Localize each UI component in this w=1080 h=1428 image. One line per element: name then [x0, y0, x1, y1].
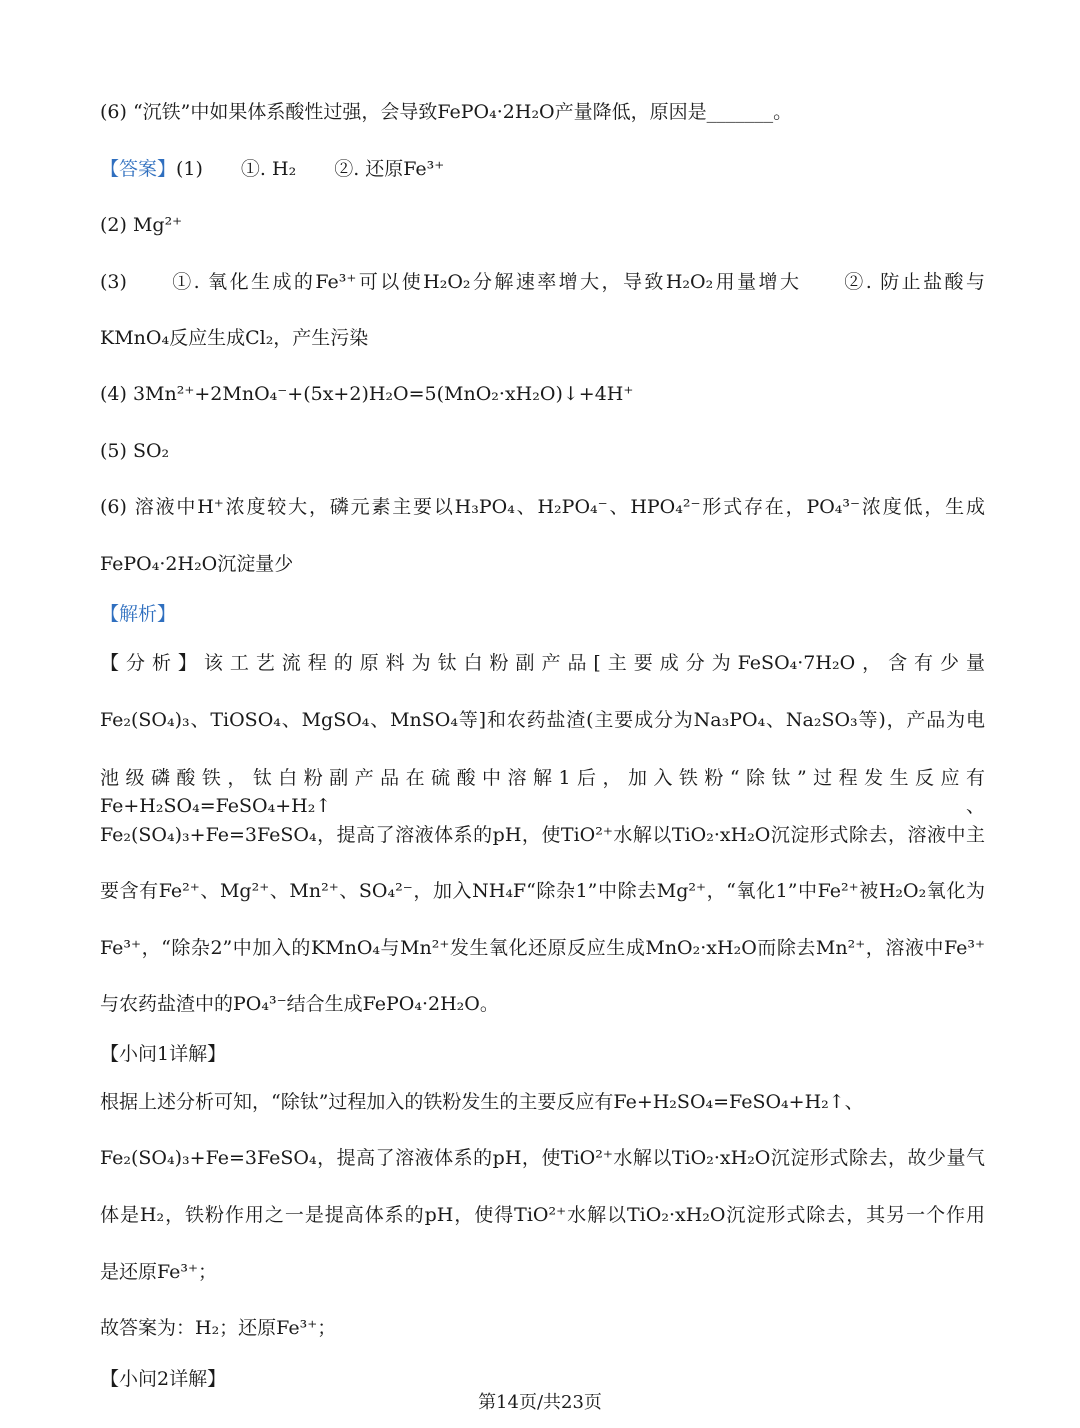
- analysis-line-4: Fe₂(SO₄)₃+Fe=3FeSO₄，提高了溶液体系的pH，使TiO²⁺水解以TiO₂·xH₂O沉淀形式除去，溶液中主: [100, 824, 985, 846]
- analysis-tag: 【解析】: [100, 603, 177, 625]
- analysis-line-3: 池级磷酸铁，钛白粉副产品在硫酸中溶解1后，加入铁粉“除钛”过程发生反应有Fe+H₂SO₄=FeSO₄+H₂↑、: [100, 767, 985, 817]
- analysis-line-2: Fe₂(SO₄)₃、TiOSO₄、MgSO₄、MnSO₄等]和农药盐渣(主要成分为Na₃PO₄、Na₂SO₃等)，产品为电: [100, 709, 985, 731]
- answer-6-line-1: (6) 溶液中H⁺浓度较大，磷元素主要以H₃PO₄、H₂PO₄⁻、HPO₄²⁻形式存在，PO₄³⁻浓度低，生成: [100, 496, 985, 518]
- answer-3-line-2: KMnO₄反应生成Cl₂，产生污染: [100, 327, 369, 349]
- answer-1: (1) ①. H₂ ②. 还原Fe³⁺: [176, 158, 445, 180]
- answer-5: (5) SO₂: [100, 440, 170, 462]
- answer-3-line-1: (3) ①. 氧化生成的Fe³⁺可以使H₂O₂分解速率增大，导致H₂O₂用量增大 ②. 防止盐酸与: [100, 271, 985, 293]
- sub-question-1-line-1: 根据上述分析可知，“除钛”过程加入的铁粉发生的主要反应有Fe+H₂SO₄=FeSO₄+H₂↑、: [100, 1091, 864, 1113]
- analysis-line-6: Fe³⁺，“除杂2”中加入的KMnO₄与Mn²⁺发生氧化还原反应生成MnO₂·xH₂O而除去Mn²⁺，溶液中Fe³⁺: [100, 937, 985, 959]
- question-6-prompt: (6) “沉铁”中如果体系酸性过强，会导致FePO₄·2H₂O产量降低，原因是_______。: [100, 101, 793, 123]
- sub-question-1-line-2: Fe₂(SO₄)₃+Fe=3FeSO₄，提高了溶液体系的pH，使TiO²⁺水解以TiO₂·xH₂O沉淀形式除去，故少量气: [100, 1147, 985, 1169]
- page-number-footer: 第14页/共23页: [478, 1392, 602, 1413]
- sub-question-1-heading: 【小问1详解】: [100, 1043, 227, 1065]
- analysis-line-5: 要含有Fe²⁺、Mg²⁺、Mn²⁺、SO₄²⁻，加入NH₄F“除杂1”中除去Mg²⁺，“氧化1”中Fe²⁺被H₂O₂氧化为: [100, 880, 985, 902]
- sub-question-1-line-4: 是还原Fe³⁺；: [100, 1261, 218, 1283]
- sub-question-1-line-3: 体是H₂，铁粉作用之一是提高体系的pH，使得TiO²⁺水解以TiO₂·xH₂O沉淀形式除去，其另一个作用: [100, 1204, 985, 1226]
- analysis-line-1: 【分析】该工艺流程的原料为钛白粉副产品[主要成分为FeSO₄·7H₂O，含有少量: [100, 652, 985, 674]
- analysis-line-7: 与农药盐渣中的PO₄³⁻结合生成FePO₄·2H₂O。: [100, 993, 499, 1015]
- answer-line-1: [100, 155, 985, 183]
- answer-tag: 【答案】: [100, 158, 177, 180]
- answer-2: (2) Mg²⁺: [100, 214, 183, 236]
- answer-6-line-2: FePO₄·2H₂O沉淀量少: [100, 553, 294, 575]
- answer-4: (4) 3Mn²⁺+2MnO₄⁻+(5x+2)H₂O=5(MnO₂·xH₂O)↓+4H⁺: [100, 383, 634, 405]
- sub-question-2-heading: 【小问2详解】: [100, 1368, 227, 1390]
- sub-question-1-answer: 故答案为：H₂；还原Fe³⁺；: [100, 1317, 337, 1339]
